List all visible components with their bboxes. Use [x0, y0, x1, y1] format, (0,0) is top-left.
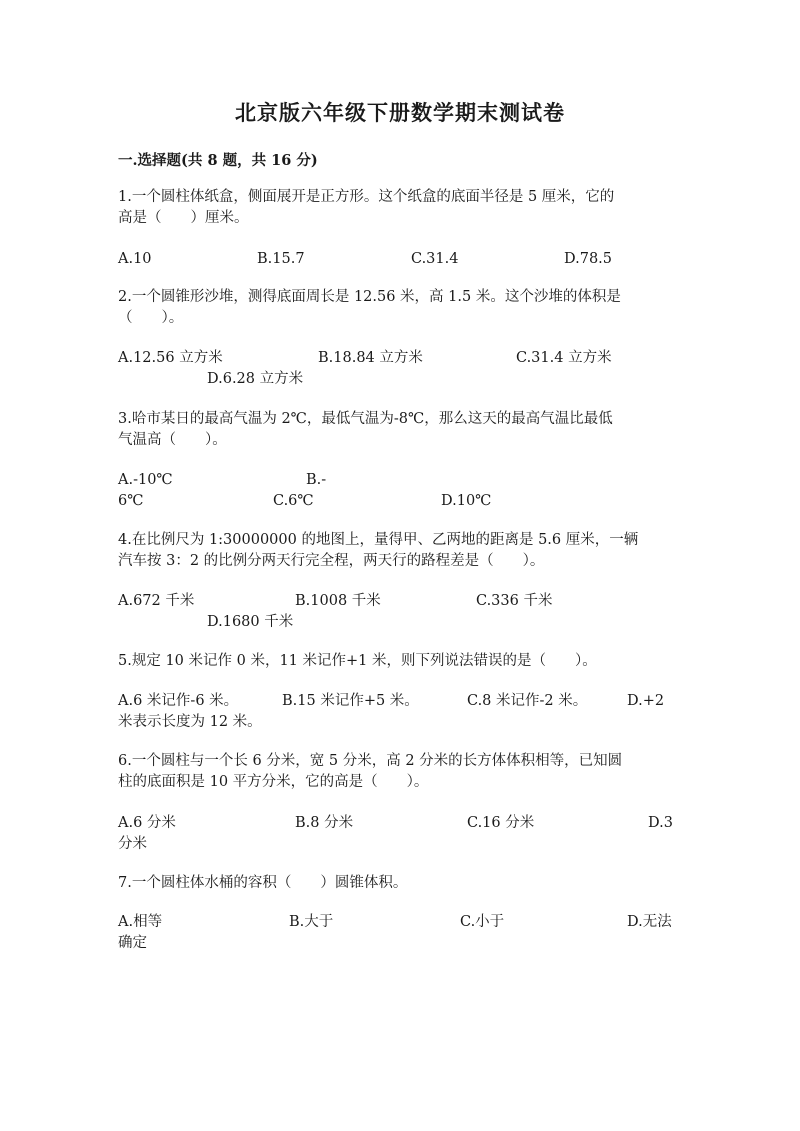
option-b[interactable]: B.15.7: [257, 251, 305, 267]
page-title: 北京版六年级下册数学期末测试卷: [235, 100, 565, 125]
question-7: [118, 873, 683, 894]
question-text-line: 气温高（ ）。: [118, 432, 227, 448]
option-d[interactable]: D.+2: [627, 693, 665, 709]
option-b[interactable]: B.大于: [289, 914, 334, 930]
option-c[interactable]: C.336 千米: [476, 593, 553, 609]
question-text-line: 高是（ ）厘米。: [118, 210, 249, 226]
option-d[interactable]: D.无法: [627, 914, 672, 930]
question-2: [118, 287, 683, 329]
option-b[interactable]: B.-: [306, 472, 327, 488]
option-a[interactable]: A.相等: [118, 914, 163, 930]
question-text-line: 1.一个圆柱体纸盒，侧面展开是正方形。这个纸盒的底面半径是 5 厘米，它的: [118, 189, 615, 205]
option-a[interactable]: A.10: [118, 251, 152, 267]
option-c[interactable]: C.31.4: [411, 251, 459, 267]
option-b[interactable]: B.15 米记作+5 米。: [282, 693, 419, 709]
question-text-line: 3.哈市某日的最高气温为 2℃，最低气温为-8℃，那么这天的最高气温比最低: [118, 411, 613, 427]
question-text-line: 4.在比例尺为 1:30000000 的地图上，量得甲、乙两地的距离是 5.6 厘米，一辆: [118, 532, 639, 548]
question-1: [118, 187, 683, 229]
option-c[interactable]: C.16 分米: [467, 815, 535, 831]
option-c[interactable]: C.8 米记作-2 米。: [467, 693, 588, 709]
question-text-line: 7.一个圆柱体水桶的容积（ ）圆锥体积。: [118, 875, 408, 891]
question-text-line: 柱的底面积是 10 平方分米，它的高是（ ）。: [118, 774, 429, 790]
option-d[interactable]: D.10℃: [441, 493, 492, 509]
option-c[interactable]: C.6℃: [273, 493, 314, 509]
question-4: [118, 530, 683, 572]
option-d-continued[interactable]: 米表示长度为 12 米。: [118, 714, 262, 730]
option-d[interactable]: D.1680 千米: [207, 614, 294, 630]
option-a[interactable]: A.6 米记作-6 米。: [118, 693, 239, 709]
option-c[interactable]: C.31.4 立方米: [516, 350, 612, 366]
option-a[interactable]: A.12.56 立方米: [118, 350, 223, 366]
question-text-line: 6.一个圆柱与一个长 6 分米，宽 5 分米，高 2 分米的长方体体积相等，已知圆: [118, 753, 623, 769]
option-b[interactable]: B.18.84 立方米: [318, 350, 423, 366]
option-d[interactable]: D.3: [648, 815, 673, 831]
option-c[interactable]: C.小于: [460, 914, 505, 930]
option-a[interactable]: A.6 分米: [118, 815, 176, 831]
option-b[interactable]: B.8 分米: [295, 815, 354, 831]
question-text-line: 汽车按 3：2 的比例分两天行完全程，两天行的路程差是（ ）。: [118, 553, 545, 569]
section-heading: 一.选择题(共 8 题，共 16 分): [118, 152, 318, 169]
option-d-continued[interactable]: 确定: [118, 935, 147, 951]
option-a[interactable]: A.-10℃: [118, 472, 173, 488]
option-b-continued[interactable]: 6℃: [118, 493, 144, 509]
question-text-line: 2.一个圆锥形沙堆，测得底面周长是 12.56 米，高 1.5 米。这个沙堆的体积是: [118, 289, 621, 305]
question-6: [118, 751, 683, 793]
option-d[interactable]: D.78.5: [564, 251, 613, 267]
option-b[interactable]: B.1008 千米: [295, 593, 381, 609]
question-text-line: （ ）。: [118, 310, 184, 326]
question-5: [118, 651, 683, 672]
question-text-line: 5.规定 10 米记作 0 米，11 米记作+1 米，则下列说法错误的是（ ）。: [118, 653, 597, 669]
option-a[interactable]: A.672 千米: [118, 593, 195, 609]
option-d[interactable]: D.6.28 立方米: [207, 371, 304, 387]
question-3: [118, 409, 683, 451]
option-d-continued[interactable]: 分米: [118, 836, 147, 852]
